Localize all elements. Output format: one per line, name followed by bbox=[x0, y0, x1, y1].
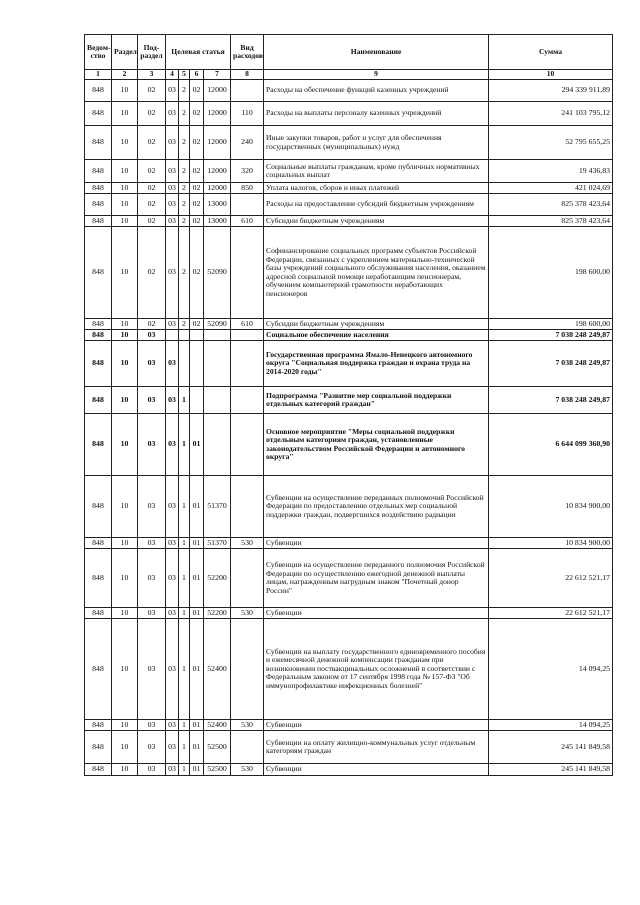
target-direction-cell bbox=[204, 341, 231, 387]
target-event-cell: 02 bbox=[190, 102, 204, 126]
razdel-cell: 10 bbox=[112, 80, 138, 102]
target-direction-cell: 52090 bbox=[204, 319, 231, 330]
target-event-cell: 01 bbox=[190, 731, 204, 764]
table-row bbox=[85, 341, 613, 387]
target-subprogram-cell: 1 bbox=[179, 731, 190, 764]
target-direction-cell: 12000 bbox=[204, 160, 231, 183]
target-program-cell: 03 bbox=[166, 538, 179, 549]
podrazdel-cell: 02 bbox=[138, 80, 166, 102]
razdel-cell: 10 bbox=[112, 619, 138, 720]
target-direction-cell: 52500 bbox=[204, 731, 231, 764]
expense-type-cell bbox=[231, 476, 264, 538]
column-number: 3 bbox=[138, 70, 166, 80]
target-subprogram-cell: 2 bbox=[179, 160, 190, 183]
expense-type-cell bbox=[231, 387, 264, 414]
target-direction-cell: 52400 bbox=[204, 619, 231, 720]
razdel-cell: 10 bbox=[112, 216, 138, 227]
sum-cell: 245 141 849,58 bbox=[489, 731, 613, 764]
expense-type-cell bbox=[231, 549, 264, 608]
sum-cell: 10 834 900,00 bbox=[489, 476, 613, 538]
header-vedomstvo: Ведом-ство bbox=[85, 35, 112, 70]
razdel-cell: 10 bbox=[112, 102, 138, 126]
target-subprogram-cell: 2 bbox=[179, 319, 190, 330]
target-direction-cell: 52090 bbox=[204, 227, 231, 319]
name-cell: Субвенции bbox=[264, 538, 489, 549]
sum-cell: 241 103 795,12 bbox=[489, 102, 613, 126]
target-direction-cell: 51370 bbox=[204, 476, 231, 538]
expense-type-cell bbox=[231, 619, 264, 720]
razdel-cell: 10 bbox=[112, 160, 138, 183]
razdel-cell: 10 bbox=[112, 414, 138, 476]
header-row bbox=[85, 35, 613, 70]
header-naimenovanie: Наименование bbox=[264, 35, 489, 70]
table-row bbox=[85, 126, 613, 160]
razdel-cell: 10 bbox=[112, 387, 138, 414]
podrazdel-cell: 03 bbox=[138, 414, 166, 476]
target-direction-cell bbox=[204, 387, 231, 414]
table-row bbox=[85, 608, 613, 619]
target-program-cell: 03 bbox=[166, 731, 179, 764]
header-vid-rashodov: Вид расходов bbox=[231, 35, 264, 70]
vedomstvo-cell: 848 bbox=[85, 731, 112, 764]
table-row bbox=[85, 387, 613, 414]
target-subprogram-cell: 2 bbox=[179, 126, 190, 160]
table-row bbox=[85, 764, 613, 776]
target-event-cell: 01 bbox=[190, 414, 204, 476]
target-event-cell: 02 bbox=[190, 216, 204, 227]
name-cell: Подпрограмма "Развитие мер социальной поддержки отдельных категорий граждан" bbox=[264, 387, 489, 414]
target-direction-cell: 52400 bbox=[204, 720, 231, 731]
target-direction-cell bbox=[204, 414, 231, 476]
razdel-cell: 10 bbox=[112, 538, 138, 549]
expense-type-cell bbox=[231, 731, 264, 764]
target-program-cell: 03 bbox=[166, 341, 179, 387]
podrazdel-cell: 02 bbox=[138, 102, 166, 126]
vedomstvo-cell: 848 bbox=[85, 160, 112, 183]
table-row bbox=[85, 194, 613, 216]
column-number: 8 bbox=[231, 70, 264, 80]
target-subprogram-cell: 2 bbox=[179, 227, 190, 319]
expense-type-cell: 320 bbox=[231, 160, 264, 183]
target-program-cell: 03 bbox=[166, 764, 179, 776]
sum-cell: 22 612 521,17 bbox=[489, 549, 613, 608]
podrazdel-cell: 02 bbox=[138, 319, 166, 330]
table-row bbox=[85, 731, 613, 764]
table-row bbox=[85, 414, 613, 476]
vedomstvo-cell: 848 bbox=[85, 538, 112, 549]
vedomstvo-cell: 848 bbox=[85, 549, 112, 608]
name-cell: Субвенции bbox=[264, 764, 489, 776]
expense-type-cell bbox=[231, 341, 264, 387]
name-cell: Иные закупки товаров, работ и услуг для обеспечения государственных (муниципальных) нужд bbox=[264, 126, 489, 160]
razdel-cell: 10 bbox=[112, 720, 138, 731]
podrazdel-cell: 03 bbox=[138, 720, 166, 731]
target-event-cell: 02 bbox=[190, 194, 204, 216]
sum-cell: 245 141 849,58 bbox=[489, 764, 613, 776]
name-cell: Субвенции bbox=[264, 608, 489, 619]
sum-cell: 198 600,00 bbox=[489, 227, 613, 319]
sum-cell: 14 094,25 bbox=[489, 720, 613, 731]
column-number: 6 bbox=[190, 70, 204, 80]
table-row bbox=[85, 319, 613, 330]
target-direction-cell: 51370 bbox=[204, 538, 231, 549]
target-subprogram-cell: 2 bbox=[179, 102, 190, 126]
table-row bbox=[85, 538, 613, 549]
target-subprogram-cell: 1 bbox=[179, 720, 190, 731]
target-event-cell: 02 bbox=[190, 160, 204, 183]
razdel-cell: 10 bbox=[112, 608, 138, 619]
target-event-cell: 01 bbox=[190, 608, 204, 619]
target-event-cell: 02 bbox=[190, 319, 204, 330]
razdel-cell: 10 bbox=[112, 476, 138, 538]
target-program-cell: 03 bbox=[166, 160, 179, 183]
sum-cell: 421 024,69 bbox=[489, 183, 613, 194]
expense-type-cell: 110 bbox=[231, 102, 264, 126]
target-event-cell: 02 bbox=[190, 80, 204, 102]
name-cell: Субвенции на выплату государственного единовременного пособия и ежемесячной денежной компенсации гражданам при возникновении поствакцинальных осложнений в соответствии с Федеральным законом от 17 сентября 1998 года № 157-ФЗ "Об иммунопрофилактике инфекционных болезней" bbox=[264, 619, 489, 720]
name-cell: Основное мероприятие "Меры социальной поддержки отдельным категориям граждан, установленные законодательством Российской Федерации и автономного округа" bbox=[264, 414, 489, 476]
target-event-cell: 02 bbox=[190, 227, 204, 319]
target-subprogram-cell: 2 bbox=[179, 216, 190, 227]
column-number: 4 bbox=[166, 70, 179, 80]
target-event-cell: 02 bbox=[190, 183, 204, 194]
column-number: 9 bbox=[264, 70, 489, 80]
target-subprogram-cell: 1 bbox=[179, 619, 190, 720]
podrazdel-cell: 02 bbox=[138, 126, 166, 160]
target-subprogram-cell: 2 bbox=[179, 194, 190, 216]
razdel-cell: 10 bbox=[112, 764, 138, 776]
razdel-cell: 10 bbox=[112, 341, 138, 387]
column-number: 10 bbox=[489, 70, 613, 80]
target-subprogram-cell: 2 bbox=[179, 80, 190, 102]
vedomstvo-cell: 848 bbox=[85, 126, 112, 160]
target-subprogram-cell: 1 bbox=[179, 387, 190, 414]
sum-cell: 6 644 099 360,90 bbox=[489, 414, 613, 476]
vedomstvo-cell: 848 bbox=[85, 183, 112, 194]
podrazdel-cell: 02 bbox=[138, 183, 166, 194]
name-cell: Уплата налогов, сборов и иных платежей bbox=[264, 183, 489, 194]
table-row bbox=[85, 216, 613, 227]
column-number: 1 bbox=[85, 70, 112, 80]
target-direction-cell: 12000 bbox=[204, 126, 231, 160]
target-direction-cell: 12000 bbox=[204, 183, 231, 194]
vedomstvo-cell: 848 bbox=[85, 330, 112, 341]
razdel-cell: 10 bbox=[112, 194, 138, 216]
sum-cell: 7 038 248 249,87 bbox=[489, 387, 613, 414]
razdel-cell: 10 bbox=[112, 227, 138, 319]
target-subprogram-cell: 1 bbox=[179, 764, 190, 776]
table-row bbox=[85, 102, 613, 126]
vedomstvo-cell: 848 bbox=[85, 319, 112, 330]
target-program-cell: 03 bbox=[166, 216, 179, 227]
target-direction-cell: 13000 bbox=[204, 194, 231, 216]
podrazdel-cell: 03 bbox=[138, 608, 166, 619]
target-program-cell: 03 bbox=[166, 227, 179, 319]
name-cell: Субвенции bbox=[264, 720, 489, 731]
name-cell: Расходы на обеспечение функций казенных учреждений bbox=[264, 80, 489, 102]
expense-type-cell bbox=[231, 227, 264, 319]
podrazdel-cell: 02 bbox=[138, 194, 166, 216]
vedomstvo-cell: 848 bbox=[85, 764, 112, 776]
table-row bbox=[85, 183, 613, 194]
column-number: 7 bbox=[204, 70, 231, 80]
name-cell: Социальное обеспечение населения bbox=[264, 330, 489, 341]
column-number-row bbox=[85, 70, 613, 80]
table-row bbox=[85, 330, 613, 341]
podrazdel-cell: 02 bbox=[138, 160, 166, 183]
target-event-cell: 02 bbox=[190, 126, 204, 160]
header-podrazdel: Под-раздел bbox=[138, 35, 166, 70]
target-direction-cell: 12000 bbox=[204, 80, 231, 102]
razdel-cell: 10 bbox=[112, 731, 138, 764]
target-program-cell: 03 bbox=[166, 608, 179, 619]
table-row bbox=[85, 619, 613, 720]
vedomstvo-cell: 848 bbox=[85, 102, 112, 126]
target-event-cell bbox=[190, 387, 204, 414]
table-body bbox=[85, 80, 613, 776]
razdel-cell: 10 bbox=[112, 549, 138, 608]
sum-cell: 14 094,25 bbox=[489, 619, 613, 720]
target-subprogram-cell: 1 bbox=[179, 538, 190, 549]
expense-type-cell bbox=[231, 194, 264, 216]
name-cell: Субвенции на осуществление переданного полномочия Российской Федерации по осуществлению ежегодной денежной выплаты лицам, награжденным нагрудным знаком "Почетный донор России" bbox=[264, 549, 489, 608]
budget-table bbox=[84, 34, 613, 776]
target-subprogram-cell: 1 bbox=[179, 608, 190, 619]
target-program-cell: 03 bbox=[166, 549, 179, 608]
sum-cell: 825 378 423,64 bbox=[489, 216, 613, 227]
target-event-cell: 01 bbox=[190, 476, 204, 538]
target-program-cell bbox=[166, 330, 179, 341]
target-event-cell bbox=[190, 341, 204, 387]
name-cell: Расходы на предоставление субсидий бюджетным учреждениям bbox=[264, 194, 489, 216]
expense-type-cell bbox=[231, 80, 264, 102]
header-razdel: Раздел bbox=[112, 35, 138, 70]
target-event-cell: 01 bbox=[190, 720, 204, 731]
vedomstvo-cell: 848 bbox=[85, 608, 112, 619]
target-program-cell: 03 bbox=[166, 102, 179, 126]
target-program-cell: 03 bbox=[166, 414, 179, 476]
name-cell: Субвенции на оплату жилищно-коммунальных услуг отдельным категориям граждан bbox=[264, 731, 489, 764]
razdel-cell: 10 bbox=[112, 319, 138, 330]
vedomstvo-cell: 848 bbox=[85, 80, 112, 102]
expense-type-cell: 530 bbox=[231, 720, 264, 731]
sum-cell: 19 436,83 bbox=[489, 160, 613, 183]
expense-type-cell: 530 bbox=[231, 608, 264, 619]
sum-cell: 52 795 655,25 bbox=[489, 126, 613, 160]
name-cell: Расходы на выплаты персоналу казенных учреждений bbox=[264, 102, 489, 126]
sum-cell: 10 834 900,00 bbox=[489, 538, 613, 549]
vedomstvo-cell: 848 bbox=[85, 194, 112, 216]
target-program-cell: 03 bbox=[166, 80, 179, 102]
expense-type-cell: 850 bbox=[231, 183, 264, 194]
target-event-cell bbox=[190, 330, 204, 341]
target-event-cell: 01 bbox=[190, 619, 204, 720]
vedomstvo-cell: 848 bbox=[85, 619, 112, 720]
table-row bbox=[85, 720, 613, 731]
vedomstvo-cell: 848 bbox=[85, 227, 112, 319]
sum-cell: 22 612 521,17 bbox=[489, 608, 613, 619]
podrazdel-cell: 03 bbox=[138, 619, 166, 720]
target-subprogram-cell: 1 bbox=[179, 549, 190, 608]
expense-type-cell: 610 bbox=[231, 216, 264, 227]
table-row bbox=[85, 80, 613, 102]
name-cell: Государственная программа Ямало-Ненецкого автономного округа "Социальная поддержка граждан и охрана труда на 2014-2020 годы" bbox=[264, 341, 489, 387]
target-direction-cell: 12000 bbox=[204, 102, 231, 126]
target-program-cell: 03 bbox=[166, 194, 179, 216]
expense-type-cell bbox=[231, 330, 264, 341]
podrazdel-cell: 02 bbox=[138, 216, 166, 227]
table-row bbox=[85, 227, 613, 319]
sum-cell: 198 600,00 bbox=[489, 319, 613, 330]
vedomstvo-cell: 848 bbox=[85, 720, 112, 731]
podrazdel-cell: 03 bbox=[138, 330, 166, 341]
target-subprogram-cell: 1 bbox=[179, 476, 190, 538]
target-event-cell: 01 bbox=[190, 538, 204, 549]
name-cell: Софинансирование социальных программ субъектов Российской Федерации, связанных с укреплением материально-технической базы учреждений социального обслуживания населения, оказанием адресной социальной помощи неработающим пенсионерам, обучением компьютерной грамотности неработающих пенсионеров bbox=[264, 227, 489, 319]
header-celevaya-statya: Целевая статья bbox=[166, 35, 231, 70]
vedomstvo-cell: 848 bbox=[85, 387, 112, 414]
column-number: 2 bbox=[112, 70, 138, 80]
name-cell: Субсидии бюджетным учреждениям bbox=[264, 319, 489, 330]
target-subprogram-cell: 1 bbox=[179, 414, 190, 476]
target-program-cell: 03 bbox=[166, 387, 179, 414]
column-number: 5 bbox=[179, 70, 190, 80]
target-program-cell: 03 bbox=[166, 720, 179, 731]
target-program-cell: 03 bbox=[166, 319, 179, 330]
target-direction-cell: 13000 bbox=[204, 216, 231, 227]
razdel-cell: 10 bbox=[112, 330, 138, 341]
vedomstvo-cell: 848 bbox=[85, 341, 112, 387]
table-row bbox=[85, 549, 613, 608]
razdel-cell: 10 bbox=[112, 183, 138, 194]
target-subprogram-cell: 2 bbox=[179, 183, 190, 194]
sum-cell: 7 038 248 249,87 bbox=[489, 330, 613, 341]
podrazdel-cell: 03 bbox=[138, 387, 166, 414]
target-program-cell: 03 bbox=[166, 183, 179, 194]
target-program-cell: 03 bbox=[166, 126, 179, 160]
target-direction-cell: 52200 bbox=[204, 608, 231, 619]
expense-type-cell bbox=[231, 414, 264, 476]
podrazdel-cell: 03 bbox=[138, 764, 166, 776]
target-direction-cell bbox=[204, 330, 231, 341]
podrazdel-cell: 03 bbox=[138, 549, 166, 608]
expense-type-cell: 240 bbox=[231, 126, 264, 160]
vedomstvo-cell: 848 bbox=[85, 476, 112, 538]
vedomstvo-cell: 848 bbox=[85, 414, 112, 476]
razdel-cell: 10 bbox=[112, 126, 138, 160]
target-direction-cell: 52500 bbox=[204, 764, 231, 776]
table-row bbox=[85, 160, 613, 183]
target-subprogram-cell bbox=[179, 341, 190, 387]
table-row bbox=[85, 476, 613, 538]
target-event-cell: 01 bbox=[190, 764, 204, 776]
podrazdel-cell: 03 bbox=[138, 731, 166, 764]
expense-type-cell: 530 bbox=[231, 538, 264, 549]
sum-cell: 294 339 911,89 bbox=[489, 80, 613, 102]
name-cell: Субсидии бюджетным учреждениям bbox=[264, 216, 489, 227]
podrazdel-cell: 02 bbox=[138, 227, 166, 319]
sum-cell: 7 038 248 249,87 bbox=[489, 341, 613, 387]
podrazdel-cell: 03 bbox=[138, 538, 166, 549]
target-event-cell: 01 bbox=[190, 549, 204, 608]
target-program-cell: 03 bbox=[166, 619, 179, 720]
vedomstvo-cell: 848 bbox=[85, 216, 112, 227]
target-program-cell: 03 bbox=[166, 476, 179, 538]
podrazdel-cell: 03 bbox=[138, 341, 166, 387]
podrazdel-cell: 03 bbox=[138, 476, 166, 538]
target-direction-cell: 52200 bbox=[204, 549, 231, 608]
expense-type-cell: 530 bbox=[231, 764, 264, 776]
expense-type-cell: 610 bbox=[231, 319, 264, 330]
name-cell: Социальные выплаты гражданам, кроме публичных нормативных социальных выплат bbox=[264, 160, 489, 183]
name-cell: Субвенции на осуществление переданных полномочий Российской Федерации по предоставлению отдельных мер социальной поддержки граждан, подвергшихся воздействию радиации bbox=[264, 476, 489, 538]
target-subprogram-cell bbox=[179, 330, 190, 341]
header-summa: Сумма bbox=[489, 35, 613, 70]
sum-cell: 825 378 423,64 bbox=[489, 194, 613, 216]
